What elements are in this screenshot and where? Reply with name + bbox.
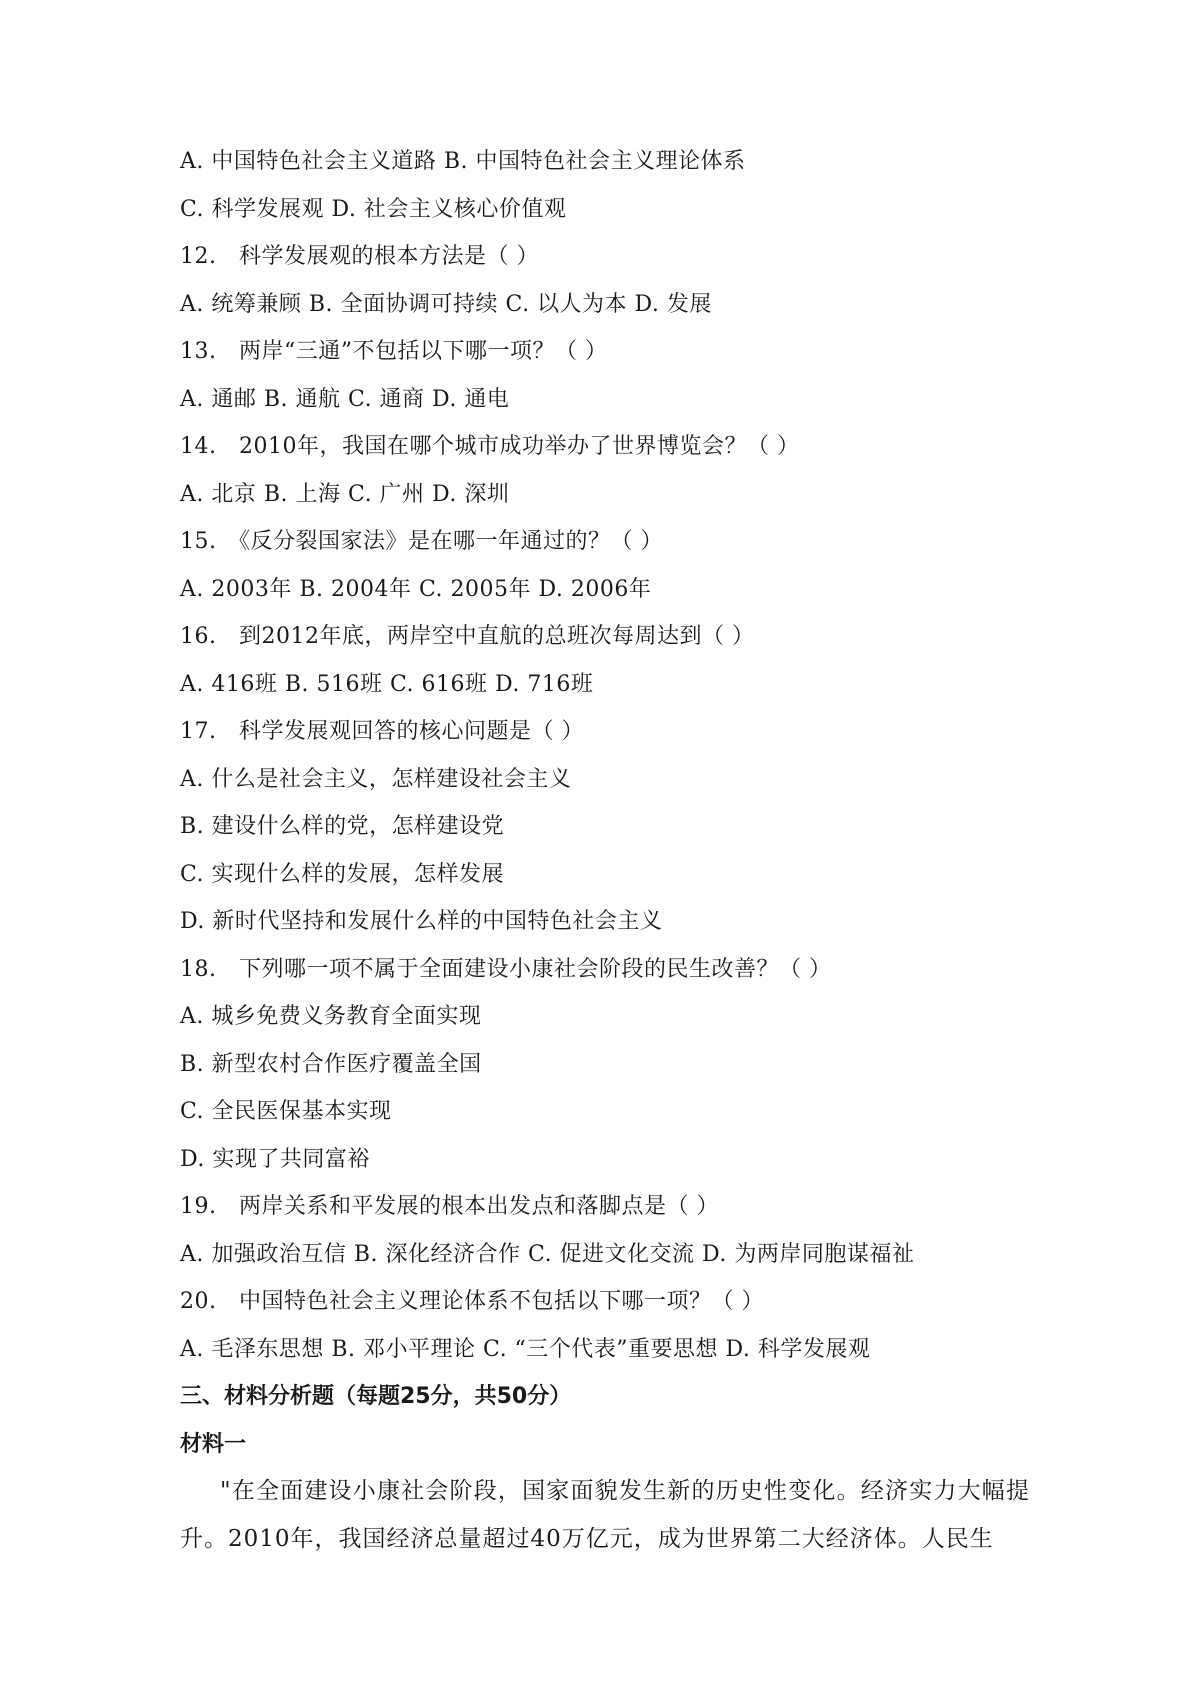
q18-option-b: B. 新型农村合作医疗覆盖全国 bbox=[180, 1051, 482, 1077]
question-20: 20. 中国特色社会主义理论体系不包括以下哪一项？（ ） bbox=[180, 1289, 764, 1314]
q17-option-d: D. 新时代坚持和发展什么样的中国特色社会主义 bbox=[180, 909, 663, 934]
question-15: 15. 《反分裂国家法》是在哪一年通过的？（ ） bbox=[180, 529, 663, 554]
q19-options: A. 加强政治互信 B. 深化经济合作 C. 促进文化交流 D. 为两岸同胞谋福祉 bbox=[180, 1241, 915, 1267]
material-title: 材料一 bbox=[180, 1431, 247, 1457]
q12-options: A. 统筹兼顾 B. 全面协调可持续 C. 以人为本 D. 发展 bbox=[180, 291, 712, 317]
q13-options: A. 通邮 B. 通航 C. 通商 D. 通电 bbox=[180, 386, 510, 412]
question-16: 16. 到2012年底，两岸空中直航的总班次每周达到（ ） bbox=[180, 624, 755, 649]
section-heading: 三、材料分析题（每题25分，共50分） bbox=[180, 1384, 572, 1409]
page-content bbox=[180, 138, 1040, 1563]
q20-options: A. 毛泽东思想 B. 邓小平理论 C. “三个代表”重要思想 D. 科学发展观 bbox=[180, 1336, 871, 1362]
material-paragraph: "在全面建设小康社会阶段，国家面貌发生新的历史性变化。经济实力大幅提升。2010年，我国经济总量超过40万亿元，成为世界第二大经济体。人民生 bbox=[180, 1478, 1030, 1552]
q17-option-c: C. 实现什么样的发展，怎样发展 bbox=[180, 861, 505, 887]
q17-option-b: B. 建设什么样的党，怎样建设党 bbox=[180, 814, 505, 839]
question-18: 18. 下列哪一项不属于全面建设小康社会阶段的民生改善？（ ） bbox=[180, 956, 832, 982]
q14-options: A. 北京 B. 上海 C. 广州 D. 深圳 bbox=[180, 481, 510, 507]
q18-option-c: C. 全民医保基本实现 bbox=[180, 1099, 392, 1124]
question-17: 17. 科学发展观回答的核心问题是（ ） bbox=[180, 719, 584, 744]
question-19: 19. 两岸关系和平发展的根本出发点和落脚点是（ ） bbox=[180, 1194, 719, 1219]
q11-options-line-1: A. 中国特色社会主义道路 B. 中国特色社会主义理论体系 bbox=[180, 149, 746, 174]
q11-options-line-2: C. 科学发展观 D. 社会主义核心价值观 bbox=[180, 196, 567, 222]
q18-option-d: D. 实现了共同富裕 bbox=[180, 1146, 370, 1172]
question-14: 14. 2010年，我国在哪个城市成功举办了世界博览会？（ ） bbox=[180, 434, 800, 459]
question-13: 13. 两岸“三通”不包括以下哪一项？（ ） bbox=[180, 339, 608, 364]
q15-options: A. 2003年 B. 2004年 C. 2005年 D. 2006年 bbox=[180, 576, 652, 602]
q16-options: A. 416班 B. 516班 C. 616班 D. 716班 bbox=[180, 671, 594, 697]
q18-option-a: A. 城乡免费义务教育全面实现 bbox=[180, 1004, 482, 1029]
question-12: 12. 科学发展观的根本方法是（ ） bbox=[180, 244, 539, 269]
q17-option-a: A. 什么是社会主义，怎样建设社会主义 bbox=[180, 766, 572, 792]
